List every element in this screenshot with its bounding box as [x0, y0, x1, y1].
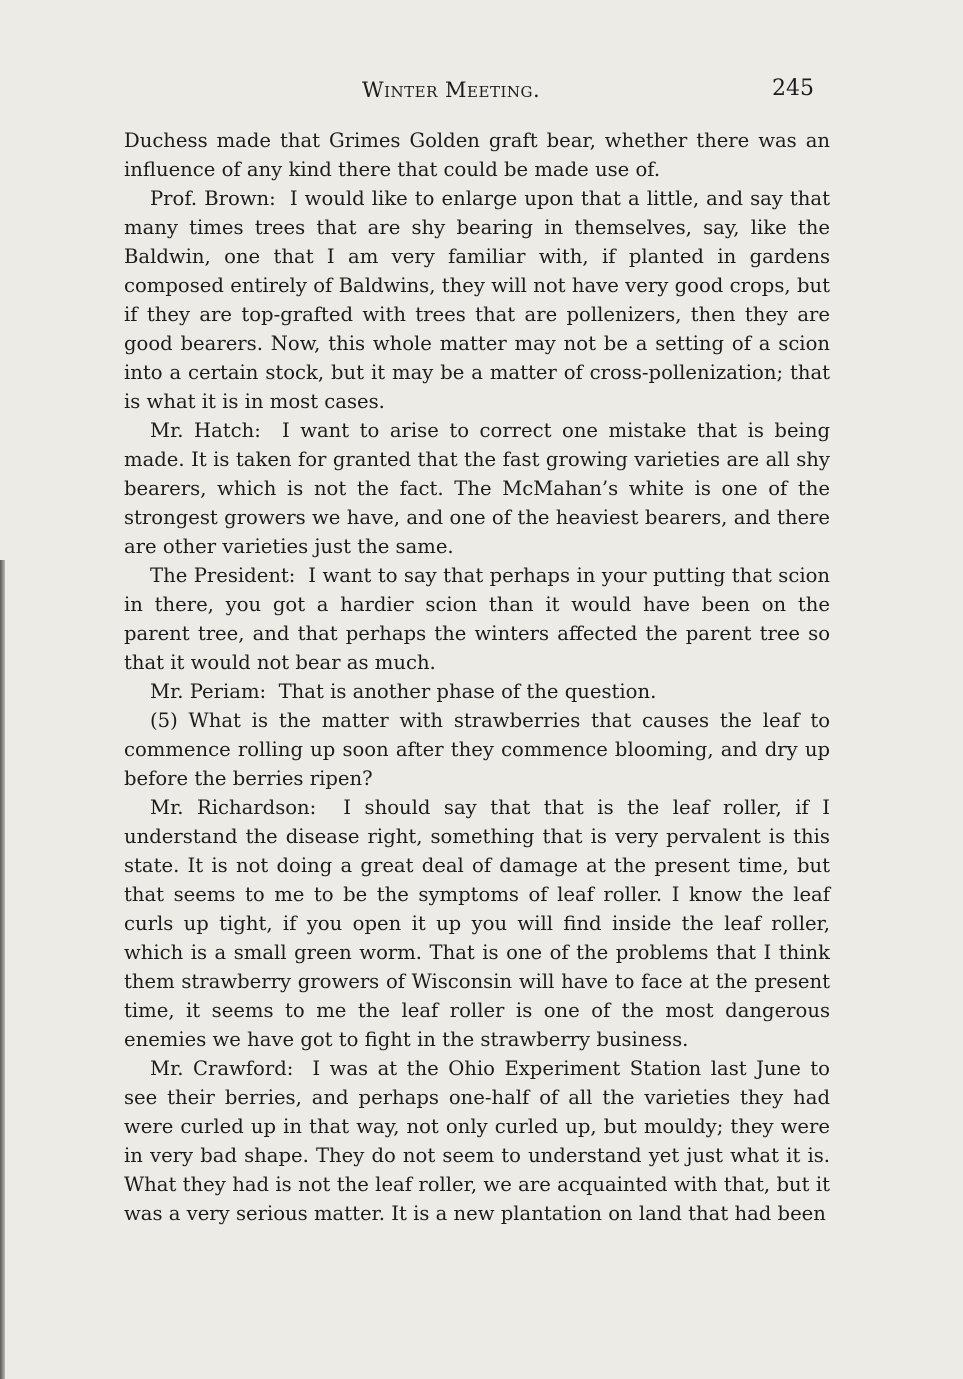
paragraph-prof-brown	[124, 184, 830, 416]
paragraph-mr-hatch	[124, 416, 830, 561]
paragraph-text: I should say that that is the leaf roller, if I understand the disease right, something that is very pervalent is this state. It is not doing a great deal of damage at the present time, but that seems to me to be the symptoms of leaf roller. I know the leaf curls up tight, if you open it up you will find inside the leaf roller, which is a small green worm. That is one of the problems that I think them strawberry growers of Wisconsin will have to face at the present time, it seems to me the leaf roller is one of the most dangerous enemies we have got to fight in the strawberry business.	[124, 796, 830, 1051]
paragraph-text: I want to arise to correct one mistake that is being made. It is taken for granted that the fast growing varieties are all shy bearers, which is not the fact. The McMahan’s white is one of the strongest growers we have, and one of the heaviest bearers, and there are other varieties just the same.	[124, 419, 830, 558]
speaker-label: Mr. Richardson:	[150, 796, 317, 819]
paragraph-text: Duchess made that Grimes Golden graft bear, whether there was an influence of any kind there that could be made use of.	[124, 129, 830, 181]
page-header	[0, 76, 963, 108]
paragraph-text: (5) What is the matter with strawberries that causes the leaf to commence rolling up soon after they commence blooming, and dry up before the berries ripen?	[124, 709, 830, 790]
paragraph-continuation	[124, 126, 830, 184]
paragraph-text: I would like to enlarge upon that a little, and say that many times trees that are shy bearing in themselves, say, like the Baldwin, one that I am very familiar with, if planted in gardens composed entirely of Baldwins, they will not have very good crops, but if they are top-grafted with trees that are pollenizers, then they are good bearers. Now, this whole matter may not be a setting of a scion into a certain stock, but it may be a matter of cross-pollenization; that is what it is in most cases.	[124, 187, 830, 413]
paragraph-question-5	[124, 706, 830, 793]
speaker-label: Prof. Brown:	[150, 187, 276, 210]
paragraph-the-president	[124, 561, 830, 677]
paragraph-mr-crawford	[124, 1054, 830, 1228]
paragraph-mr-richardson	[124, 793, 830, 1054]
speaker-label: Mr. Hatch:	[150, 419, 261, 442]
paragraph-text: I want to say that perhaps in your putting that scion in there, you got a hardier scion than it would have been on the parent tree, and that perhaps the winters affected the parent tree so that it would not bear as much.	[124, 564, 830, 674]
speaker-label: Mr. Crawford:	[150, 1057, 294, 1080]
speaker-label: The President:	[150, 564, 296, 587]
speaker-label: Mr. Periam:	[150, 680, 267, 703]
paragraph-text: That is another phase of the question.	[278, 680, 657, 703]
body-text	[124, 126, 830, 1228]
paragraph-text: I was at the Ohio Experiment Station last June to see their berries, and perhaps one-half of all the varieties they had were curled up in that way, not only curled up, but mouldy; they were in very bad shape. They do not seem to understand yet just what it is. What they had is not the leaf roller, we are acquainted with that, but it was a very serious matter. It is a new plantation on land that had been	[124, 1057, 830, 1225]
paragraph-mr-periam	[124, 677, 830, 706]
page-edge-shadow	[0, 560, 5, 1379]
page-number: 245	[772, 76, 814, 101]
running-head: Winter Meeting.	[362, 78, 541, 102]
